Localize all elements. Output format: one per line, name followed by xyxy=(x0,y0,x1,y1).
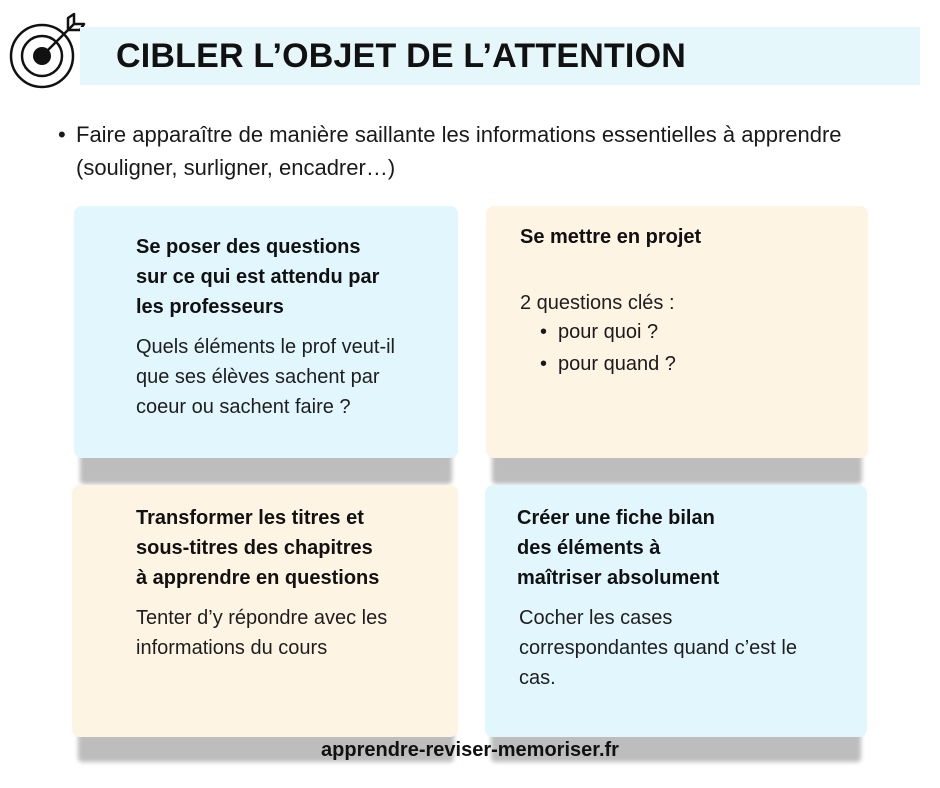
card-fiche-bilan xyxy=(485,485,867,737)
card-body: 2 questions clés : xyxy=(520,292,675,314)
card-body: Tenter d’y répondre avec les informations du cours xyxy=(136,607,388,659)
list-item: • pour quoi ? xyxy=(558,316,676,348)
card-body: Quels éléments le prof veut-il que ses élèves sachent par coeur ou sachent faire ? xyxy=(136,336,396,418)
card-list xyxy=(558,316,676,380)
card-body: Cocher les cases correspondantes quand c’est le cas. xyxy=(519,607,797,689)
target-icon xyxy=(4,10,86,90)
card-title: Se poser des questions sur ce qui est attendu par les professeurs xyxy=(136,236,380,318)
card-mettre-en-projet xyxy=(486,206,868,458)
card-title: Créer une fiche bilan des éléments à maîtriser absolument xyxy=(517,507,720,589)
title-band xyxy=(80,27,920,85)
card-title: Transformer les titres et sous-titres des chapitres à apprendre en questions xyxy=(136,507,380,589)
card-title: Se mettre en projet xyxy=(520,226,702,248)
card-questions-attendu xyxy=(74,206,458,458)
page-title: CIBLER L’OBJET DE L’ATTENTION xyxy=(116,37,686,75)
intro-text: Faire apparaître de manière saillante les informations essentielles à apprendre (souligner, surligner, encadrer…) xyxy=(76,122,842,180)
footer-site-name: apprendre-reviser-memoriser.fr xyxy=(321,739,619,761)
list-item: • pour quand ? xyxy=(558,348,676,380)
intro-bullet xyxy=(58,118,848,184)
card-transformer-titres xyxy=(72,485,458,737)
bullet-marker: • xyxy=(58,122,66,147)
